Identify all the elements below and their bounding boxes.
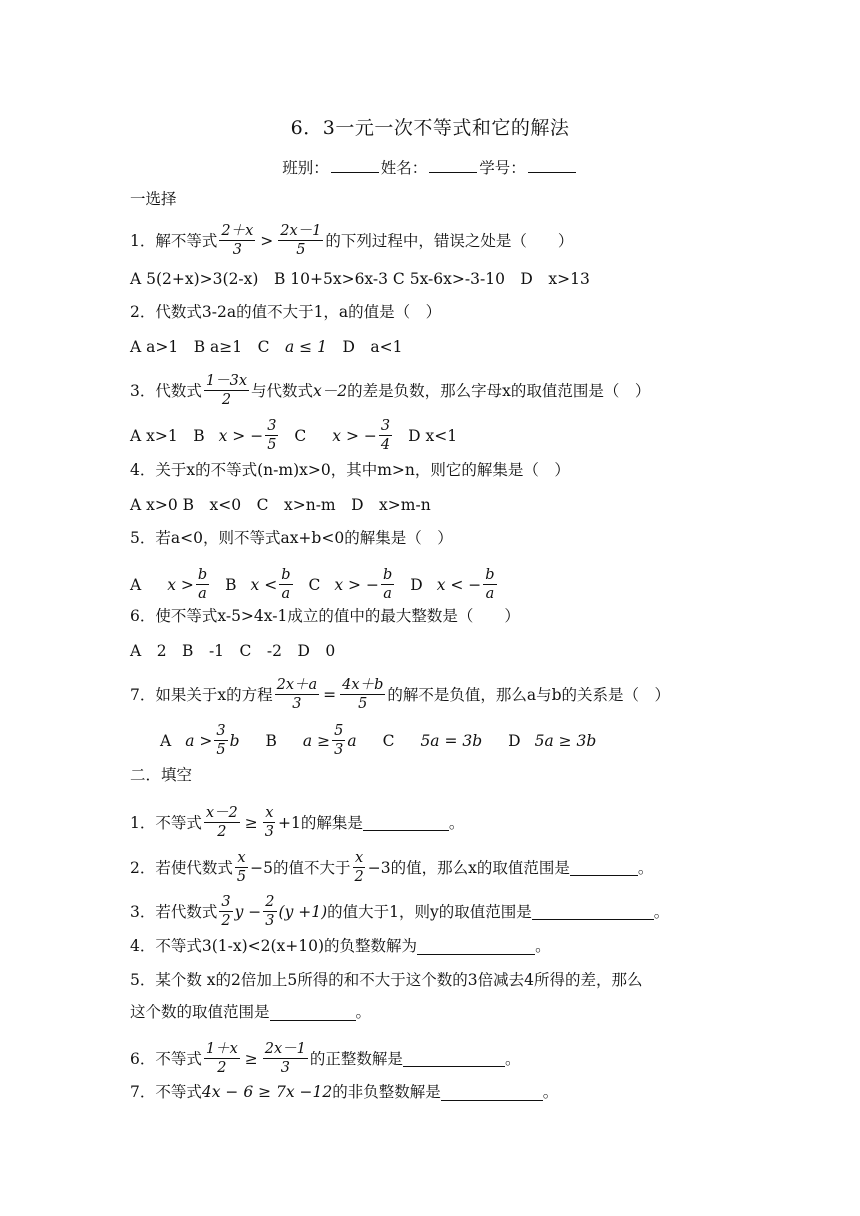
fraction: $\frac{x}{3}$: [264, 805, 275, 840]
fraction: $\frac{3}{4}$: [380, 418, 391, 453]
fraction: $\frac{3}{2}$: [221, 894, 231, 929]
fill-question-6: 6．不等式 $\frac{1+x}{2}$ ≥ $\frac{2x-1}{3}$ 的正整数解是 。: [130, 1041, 521, 1076]
question-1-options: A 5(2+x)>3(2-x) B 10+5x>6x-3 C 5x-6x>-3-10 D x>13: [130, 270, 590, 288]
question-5-options: A x > $\frac{b}{a}$ B x < $\frac{b}{a}$ C x > − $\frac{b}{a}$ D x < − $\frac{b}{a}$: [130, 567, 495, 602]
question-1: 1．解不等式 $\frac{2+x}{3}$ > $\frac{2x-1}{5}$ 的下列过程中，错误之处是（ ）: [130, 223, 574, 258]
answer-blank[interactable]: [417, 938, 535, 955]
fraction: $\frac{3}{5}$: [267, 418, 277, 453]
fraction: $\frac{3}{5}$: [216, 723, 226, 758]
name-label: 姓名：: [380, 159, 428, 177]
section-heading-fill: 二．填空: [130, 766, 193, 784]
fraction: $\frac{b}{a}$: [281, 567, 291, 602]
fraction: $\frac{2+x}{3}$: [221, 223, 254, 258]
answer-blank[interactable]: [441, 1084, 543, 1101]
question-2-options: A a>1 B a≥1 C a ≤ 1 D a<1: [130, 338, 403, 356]
question-2: 2．代数式3-2a的值不大于1，a的值是（ ）: [130, 303, 442, 321]
fraction: $\frac{b}{a}$: [197, 567, 208, 602]
fill-question-7: 7．不等式 4x − 6 ≥ 7x −12 的非负整数解是 。: [130, 1083, 559, 1101]
name-blank[interactable]: [429, 156, 477, 173]
fraction: $\frac{5}{3}$: [334, 723, 344, 758]
fraction: $\frac{2x-1}{3}$: [264, 1041, 306, 1076]
question-6: 6．使不等式x-5>4x-1成立的值中的最大整数是（ ）: [130, 607, 520, 625]
question-5: 5．若a<0，则不等式ax+b<0的解集是（ ）: [130, 529, 453, 547]
answer-blank[interactable]: [570, 859, 638, 876]
id-blank[interactable]: [528, 156, 576, 173]
answer-blank[interactable]: [363, 814, 449, 831]
question-3: 3．代数式 $\frac{1-3x}{2}$ 与代数式 x－2 的差是负数，那么字母x的取值范围是（ ）: [130, 373, 651, 408]
fraction: $\frac{b}{a}$: [485, 567, 495, 602]
fraction: $\frac{2x-1}{5}$: [280, 223, 322, 258]
fill-question-1: 1．不等式 $\frac{x-2}{2}$ ≥ $\frac{x}{3}$ +1 的解集是 。: [130, 805, 465, 840]
question-4: 4．关于x的不等式(n-m)x>0，其中m>n，则它的解集是（ ）: [130, 461, 570, 479]
class-blank[interactable]: [331, 156, 379, 173]
question-7: 7．如果关于x的方程 $\frac{2x+a}{3}$ = $\frac{4x+b}{5}$ 的解不是负值，那么a与b的关系是（ ）: [130, 677, 671, 712]
fraction: $\frac{1+x}{2}$: [205, 1041, 238, 1076]
question-3-options: A x>1 B x > − $\frac{3}{5}$ C x > − $\frac{3}{4}$ D x<1: [130, 418, 458, 453]
fill-question-3: 3．若代数式 $\frac{3}{2}$ y − $\frac{2}{3}$ (y +1) 的值大于1，则y的取值范围是 。: [130, 894, 670, 929]
fraction: $\frac{4x+b}{5}$: [342, 677, 384, 712]
fraction: $\frac{b}{a}$: [382, 567, 393, 602]
section-heading-choice: 一选择: [130, 190, 177, 208]
question-6-options: A 2 B -1 C -2 D 0: [130, 642, 336, 660]
page-title: 6．3一元一次不等式和它的解法: [290, 117, 570, 139]
fraction: $\frac{1-3x}{2}$: [205, 373, 248, 408]
fraction: $\frac{2x+a}{3}$: [276, 677, 318, 712]
fraction: $\frac{x}{2}$: [354, 850, 364, 885]
answer-blank[interactable]: [403, 1050, 505, 1067]
fill-question-4: 4．不等式3(1-x)<2(x+10)的负整数解为 。: [130, 937, 551, 955]
fill-question-5-line-1: 5．某个数 x的2倍加上5所得的和不大于这个数的3倍减去4所得的差，那么: [130, 971, 643, 989]
fraction: $\frac{2}{3}$: [265, 894, 275, 929]
id-label: 学号：: [479, 159, 526, 177]
student-info-line: [0, 156, 860, 179]
fraction: $\frac{x-2}{2}$: [205, 805, 238, 840]
fill-question-5-line-2: 这个数的取值范围是 。: [130, 1003, 372, 1021]
answer-blank[interactable]: [532, 903, 654, 920]
class-label: 班别：: [282, 159, 329, 177]
fraction: $\frac{x}{5}$: [236, 850, 247, 885]
fill-question-2: 2．若使代数式 $\frac{x}{5}$ −5 的值不大于 $\frac{x}{2}$ −3 的值，那么x的取值范围是 。: [130, 850, 654, 885]
question-4-options: A x>0 B x<0 C x>n-m D x>m-n: [130, 496, 431, 514]
question-7-options: A a > $\frac{3}{5}$ b B a ≥ $\frac{5}{3}$ a C 5a = 3b D 5a ≥ 3b: [160, 723, 597, 758]
answer-blank[interactable]: [270, 1004, 356, 1021]
